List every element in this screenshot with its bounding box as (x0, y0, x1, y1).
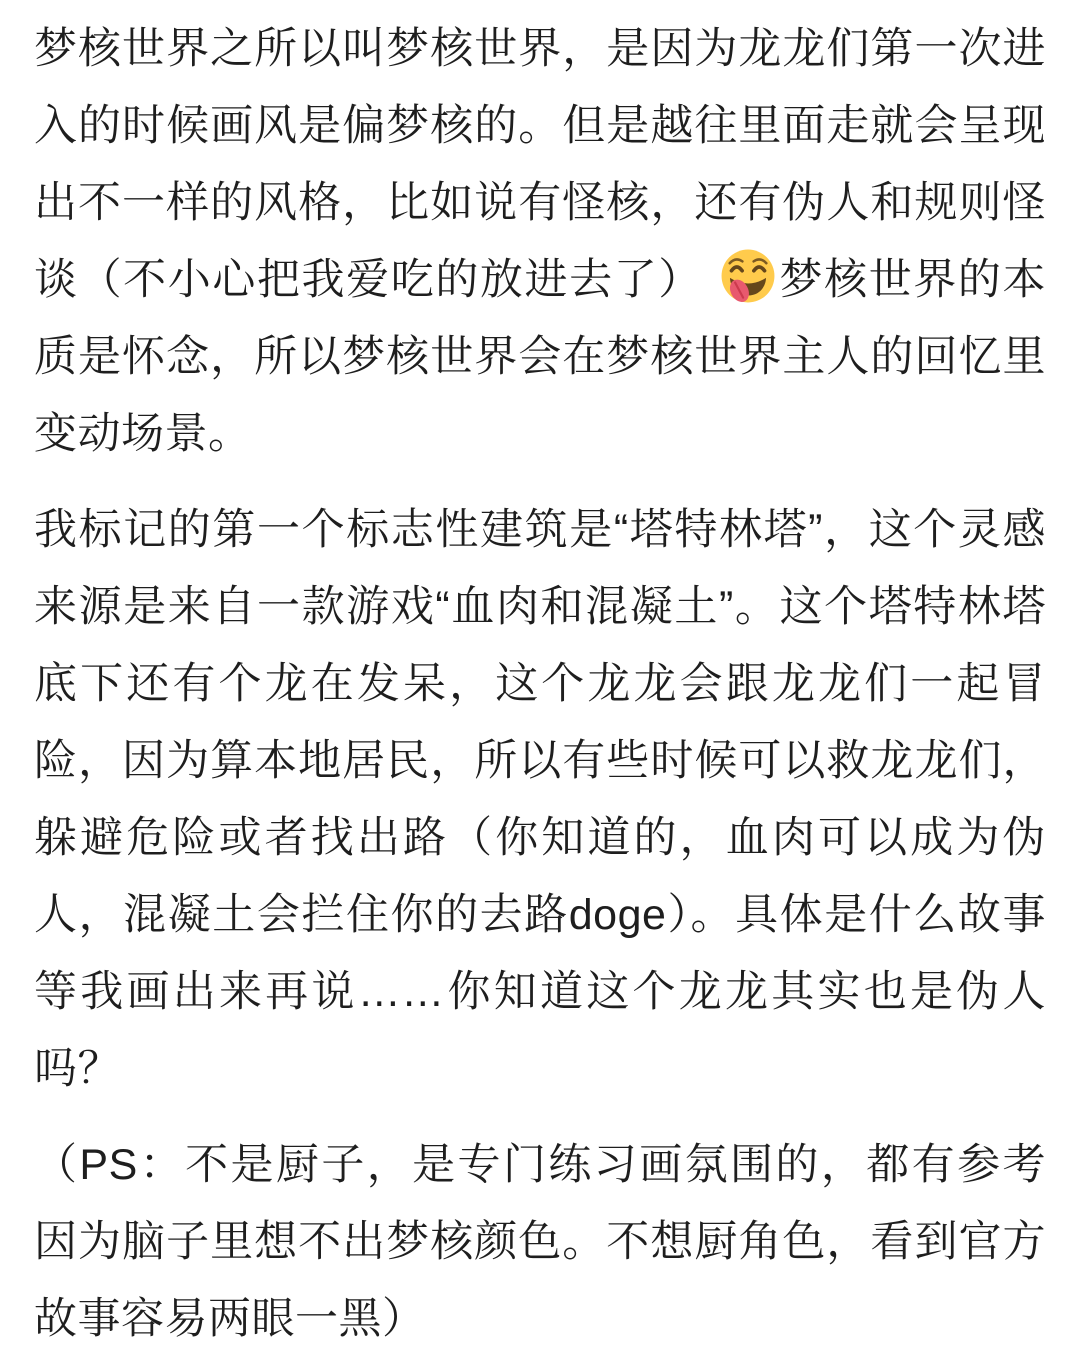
paragraph-1 (34, 11, 1046, 473)
paragraph-2 (34, 492, 1046, 1108)
paragraph-1-text-after: 梦核世界的本质是怀念，所以梦核世界会在梦核世界主人的回忆里变动场景。 (34, 256, 1046, 458)
paragraph-3-ps-note (34, 1127, 1046, 1358)
face-savoring-food-emoji-icon (720, 248, 776, 304)
paragraph-1-text-before: 梦核世界之所以叫梦核世界，是因为龙龙们第一次进入的时候画风是偏梦核的。但是越往里面走就会呈现出不一样的风格，比如说有怪核，还有伪人和规则怪谈（不小心把我爱吃的放进去了） (34, 25, 1046, 304)
paragraph-3-text: （PS：不是厨子，是专门练习画氛围的，都有参考因为脑子里想不出梦核颜色。不想厨角色，看到官方故事容易两眼一黑） (34, 1141, 1046, 1343)
paragraph-2-text: 我标记的第一个标志性建筑是“塔特林塔”，这个灵感来源是来自一款游戏“血肉和混凝土”。这个塔特林塔底下还有个龙在发呆，这个龙龙会跟龙龙们一起冒险，因为算本地居民，所以有些时候可以救龙龙们，躲避危险或者找出路（你知道的，血肉可以成为伪人，混凝土会拦住你的去路doge）。具体是什么故事等我画出来再说……你知道这个龙龙其实也是伪人吗？ (34, 506, 1046, 1093)
